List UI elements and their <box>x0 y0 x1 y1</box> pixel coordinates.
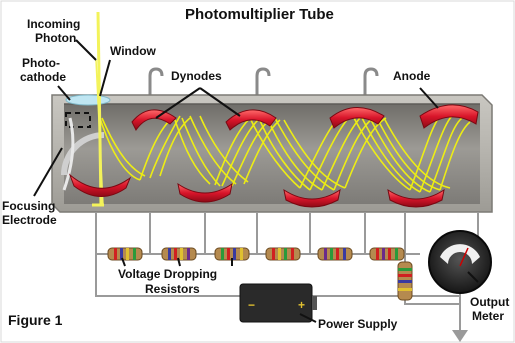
label-photon: Photon <box>35 31 77 45</box>
label-electrode: Electrode <box>2 213 57 227</box>
diagram-title: Photomultiplier Tube <box>185 6 334 23</box>
label-resistors: Resistors <box>145 282 200 296</box>
resistor-6 <box>370 248 404 260</box>
label-voltage-dropping: Voltage Dropping <box>118 267 218 281</box>
label-output: Output <box>470 295 510 309</box>
battery-minus-sign: − <box>248 298 256 312</box>
label-cathode: cathode <box>20 70 67 84</box>
label-power-supply: Power Supply <box>318 317 398 331</box>
label-dynodes: Dynodes <box>171 69 222 83</box>
label-incoming: Incoming <box>27 17 81 31</box>
label-meter: Meter <box>472 309 505 323</box>
resistor-5 <box>318 248 352 260</box>
label-anode: Anode <box>393 69 431 83</box>
label-focusing: Focusing <box>2 199 56 213</box>
figure-label: Figure 1 <box>8 312 63 328</box>
battery-plus-sign: + <box>298 298 306 312</box>
label-window: Window <box>110 44 156 58</box>
resistor-7 <box>398 262 412 300</box>
label-photo: Photo- <box>22 56 60 70</box>
resistor-1 <box>108 248 142 260</box>
resistor-4 <box>266 248 300 260</box>
